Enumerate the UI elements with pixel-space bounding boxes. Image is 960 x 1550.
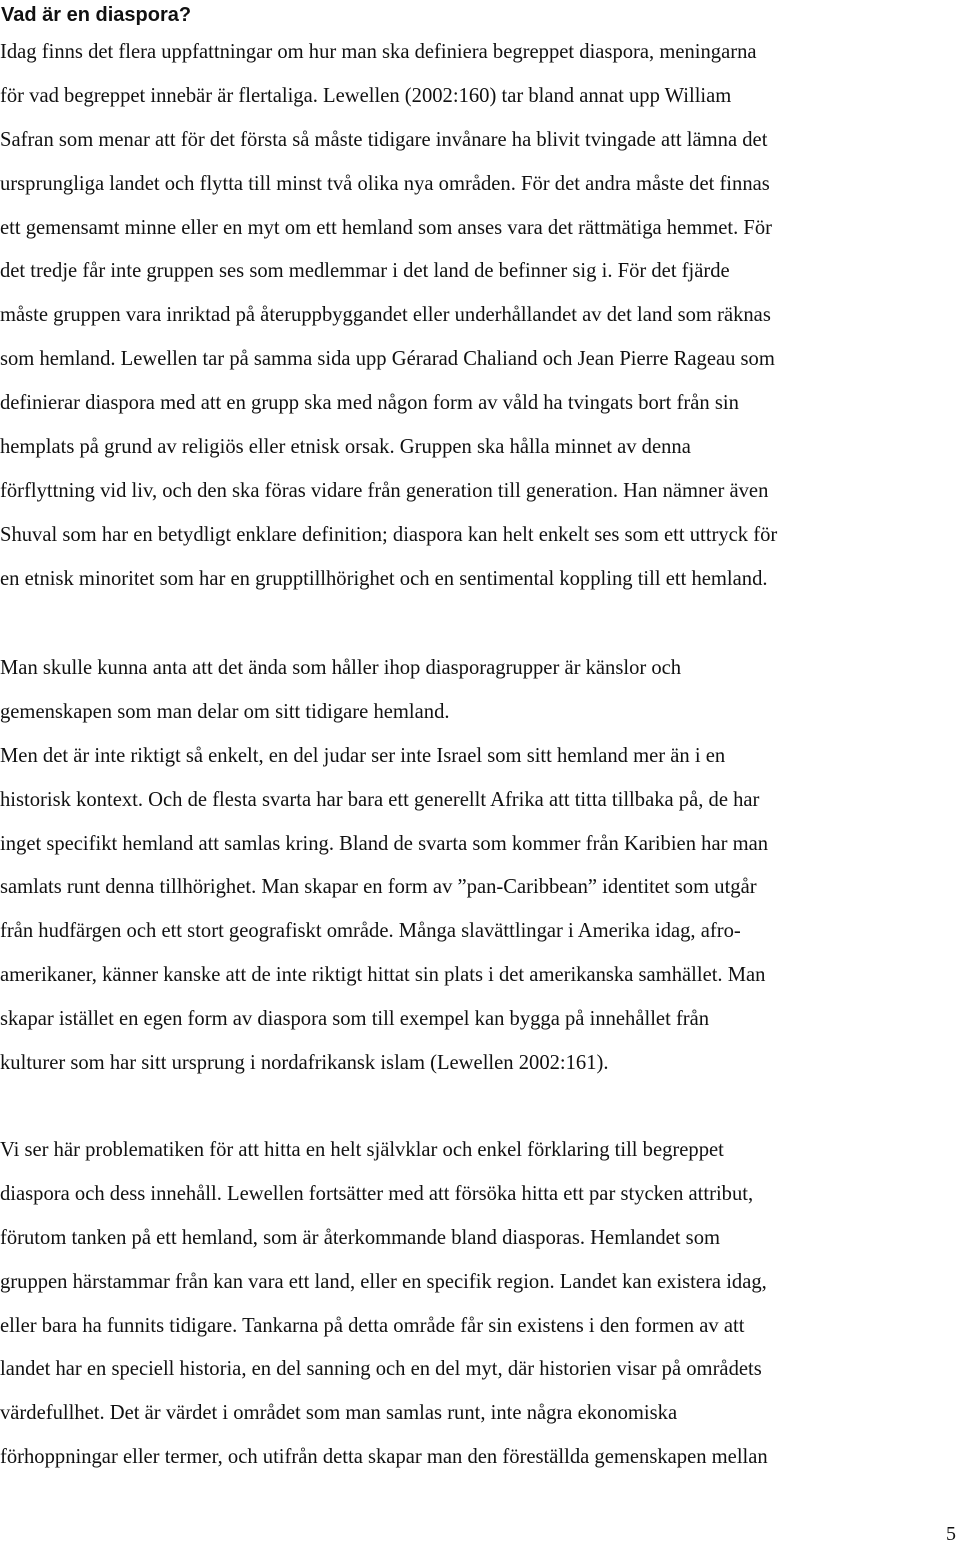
text-line: diaspora och dess innehåll. Lewellen fortsätter med att försöka hitta ett par stycken attribut, [0,1182,754,1205]
text-line: som hemland. Lewellen tar på samma sida upp Gérarad Chaliand och Jean Pierre Rageau som [0,348,775,371]
text-line: historisk kontext. Och de flesta svarta har bara ett generellt Afrika att titta tillbaka på, de har [0,788,760,811]
paragraph-1 [0,31,960,602]
text-line: förhoppningar eller termer, och utifrån detta skapar man den föreställda gemenskapen mellan [0,1446,768,1469]
text-line: måste gruppen vara inriktad på återuppbyggandet eller underhållandet av det land som räknas [0,304,771,327]
text-line: Vi ser här problematiken för att hitta en helt självklar och enkel förklaring till begreppet [0,1139,724,1161]
text-line: värdefullhet. Det är värdet i området som man samlas runt, inte några ekonomiska [0,1402,678,1425]
text-line: Man skulle kunna anta att det ända som håller ihop diasporagrupper är känslor och [0,657,682,679]
text-line: för vad begreppet innebär är flertaliga. Lewellen (2002:160) tar bland annat upp William [0,84,732,107]
text-line: landet har en speciell historia, en del sanning och en del myt, där historien visar på områdets [0,1358,762,1381]
text-line: Men det är inte riktigt så enkelt, en del judar ser inte Israel som sitt hemland mer än i en [0,744,726,767]
text-line: Shuval som har en betydligt enklare definition; diaspora kan helt enkelt ses som ett uttryck för [0,523,778,546]
text-line: skapar istället en egen form av diaspora som till exempel kan bygga på innehållet från [0,1008,710,1031]
text-line: inget specifikt hemland att samlas kring. Bland de svarta som kommer från Karibien har man [0,832,769,855]
text-line: ursprungliga landet och flytta till minst två olika nya områden. För det andra måste det finnas [0,172,770,195]
text-line: definierar diaspora med att en grupp ska med någon form av våld ha tvingats bort från sin [0,392,739,415]
text-line: Idag finns det flera uppfattningar om hur man ska definiera begreppet diaspora, meningarna [0,41,757,63]
text-line: förflyttning vid liv, och den ska föras vidare från generation till generation. Han nämner även [0,479,769,502]
text-line: eller bara ha funnits tidigare. Tankarna på detta område får sin existens i den formen av att [0,1314,745,1337]
text-line: ett gemensamt minne eller en myt om ett hemland som anses vara det rättmätiga hemmet. För [0,216,773,239]
text-line: från hudfärgen och ett stort geografiskt område. Många slavättlingar i Amerika idag, afro- [0,920,741,943]
text-line: förutom tanken på ett hemland, som är återkommande bland diasporas. Hemlandet som [0,1226,721,1249]
text-line: det tredje får inte gruppen ses som medlemmar i det land de befinner sig i. För det fjärde [0,260,730,283]
paragraph-2 [0,647,960,1086]
text-line: Safran som menar att för det första så måste tidigare invånare ha blivit tvingade att lämna det [0,128,768,151]
text-line: gruppen härstammar från kan vara ett land, eller en specifik region. Landet kan existera idag, [0,1270,767,1293]
section-heading: Vad är en diaspora? [1,4,192,26]
text-line: amerikaner, känner kanske att de inte riktigt hittat sin plats i det amerikanska samhället. Man [0,964,766,987]
paragraph-3 [0,1129,960,1480]
text-line: hemplats på grund av religiös eller etnisk orsak. Gruppen ska hålla minnet av denna [0,436,691,459]
page-number: 5 [946,1523,956,1545]
text-line: gemenskapen som man delar om sitt tidigare hemland. [0,700,450,723]
text-line: en etnisk minoritet som har en grupptillhörighet och en sentimental koppling till ett hemland. [0,567,768,590]
text-line: kulturer som har sitt ursprung i nordafrikansk islam (Lewellen 2002:161). [0,1052,609,1075]
text-line: samlats runt denna tillhörighet. Man skapar en form av ”pan-Caribbean” identitet som utgår [0,876,757,899]
